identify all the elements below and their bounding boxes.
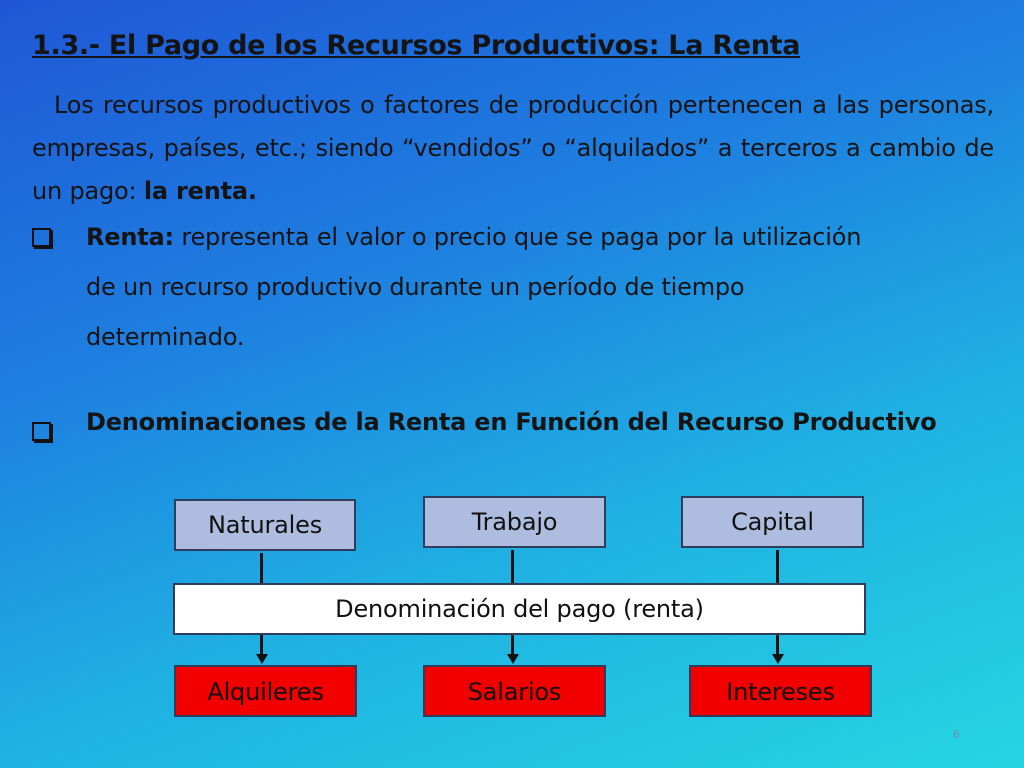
intro-paragraph xyxy=(32,84,994,213)
arrow-down-icon xyxy=(507,654,519,664)
result-box-alquileres: Alquileres xyxy=(174,665,357,717)
intro-bold-end: la renta. xyxy=(143,177,257,205)
bullet-renta-line1: representa el valor o precio que se paga por la utilización xyxy=(173,223,862,251)
bullet-renta-text xyxy=(86,212,861,362)
arrow-down-icon xyxy=(772,654,784,664)
bullet-renta-line2: de un recurso productivo durante un período de tiempo xyxy=(86,273,745,301)
connector-line xyxy=(776,550,779,583)
page-number: 6 xyxy=(953,728,960,741)
source-box-capital: Capital xyxy=(681,496,864,548)
source-box-naturales: Naturales xyxy=(174,499,356,551)
arrow-line xyxy=(260,635,263,655)
arrow-line xyxy=(511,635,514,655)
checkbox-bullet-icon xyxy=(32,228,51,247)
result-box-intereses: Intereses xyxy=(689,665,872,717)
bullet-denominaciones-text: Denominaciones de la Renta en Función del Recurso Productivo xyxy=(86,408,937,436)
checkbox-bullet-icon xyxy=(32,422,51,441)
connector-line xyxy=(511,550,514,583)
result-box-salarios: Salarios xyxy=(423,665,606,717)
bullet-renta-line3: determinado. xyxy=(86,323,245,351)
arrow-line xyxy=(776,635,779,655)
connector-line xyxy=(260,553,263,583)
intro-text: Los recursos productivos o factores de producción pertenecen a las personas, empresas, países, etc.; siendo “vendidos” o “alquilados” a terceros a cambio de un pago: xyxy=(32,91,994,205)
bullet-renta-label: Renta: xyxy=(86,223,174,251)
source-box-trabajo: Trabajo xyxy=(423,496,606,548)
slide-title: 1.3.- El Pago de los Recursos Productivos: La Renta xyxy=(32,30,801,61)
center-box-denominacion: Denominación del pago (renta) xyxy=(173,583,866,635)
arrow-down-icon xyxy=(256,654,268,664)
